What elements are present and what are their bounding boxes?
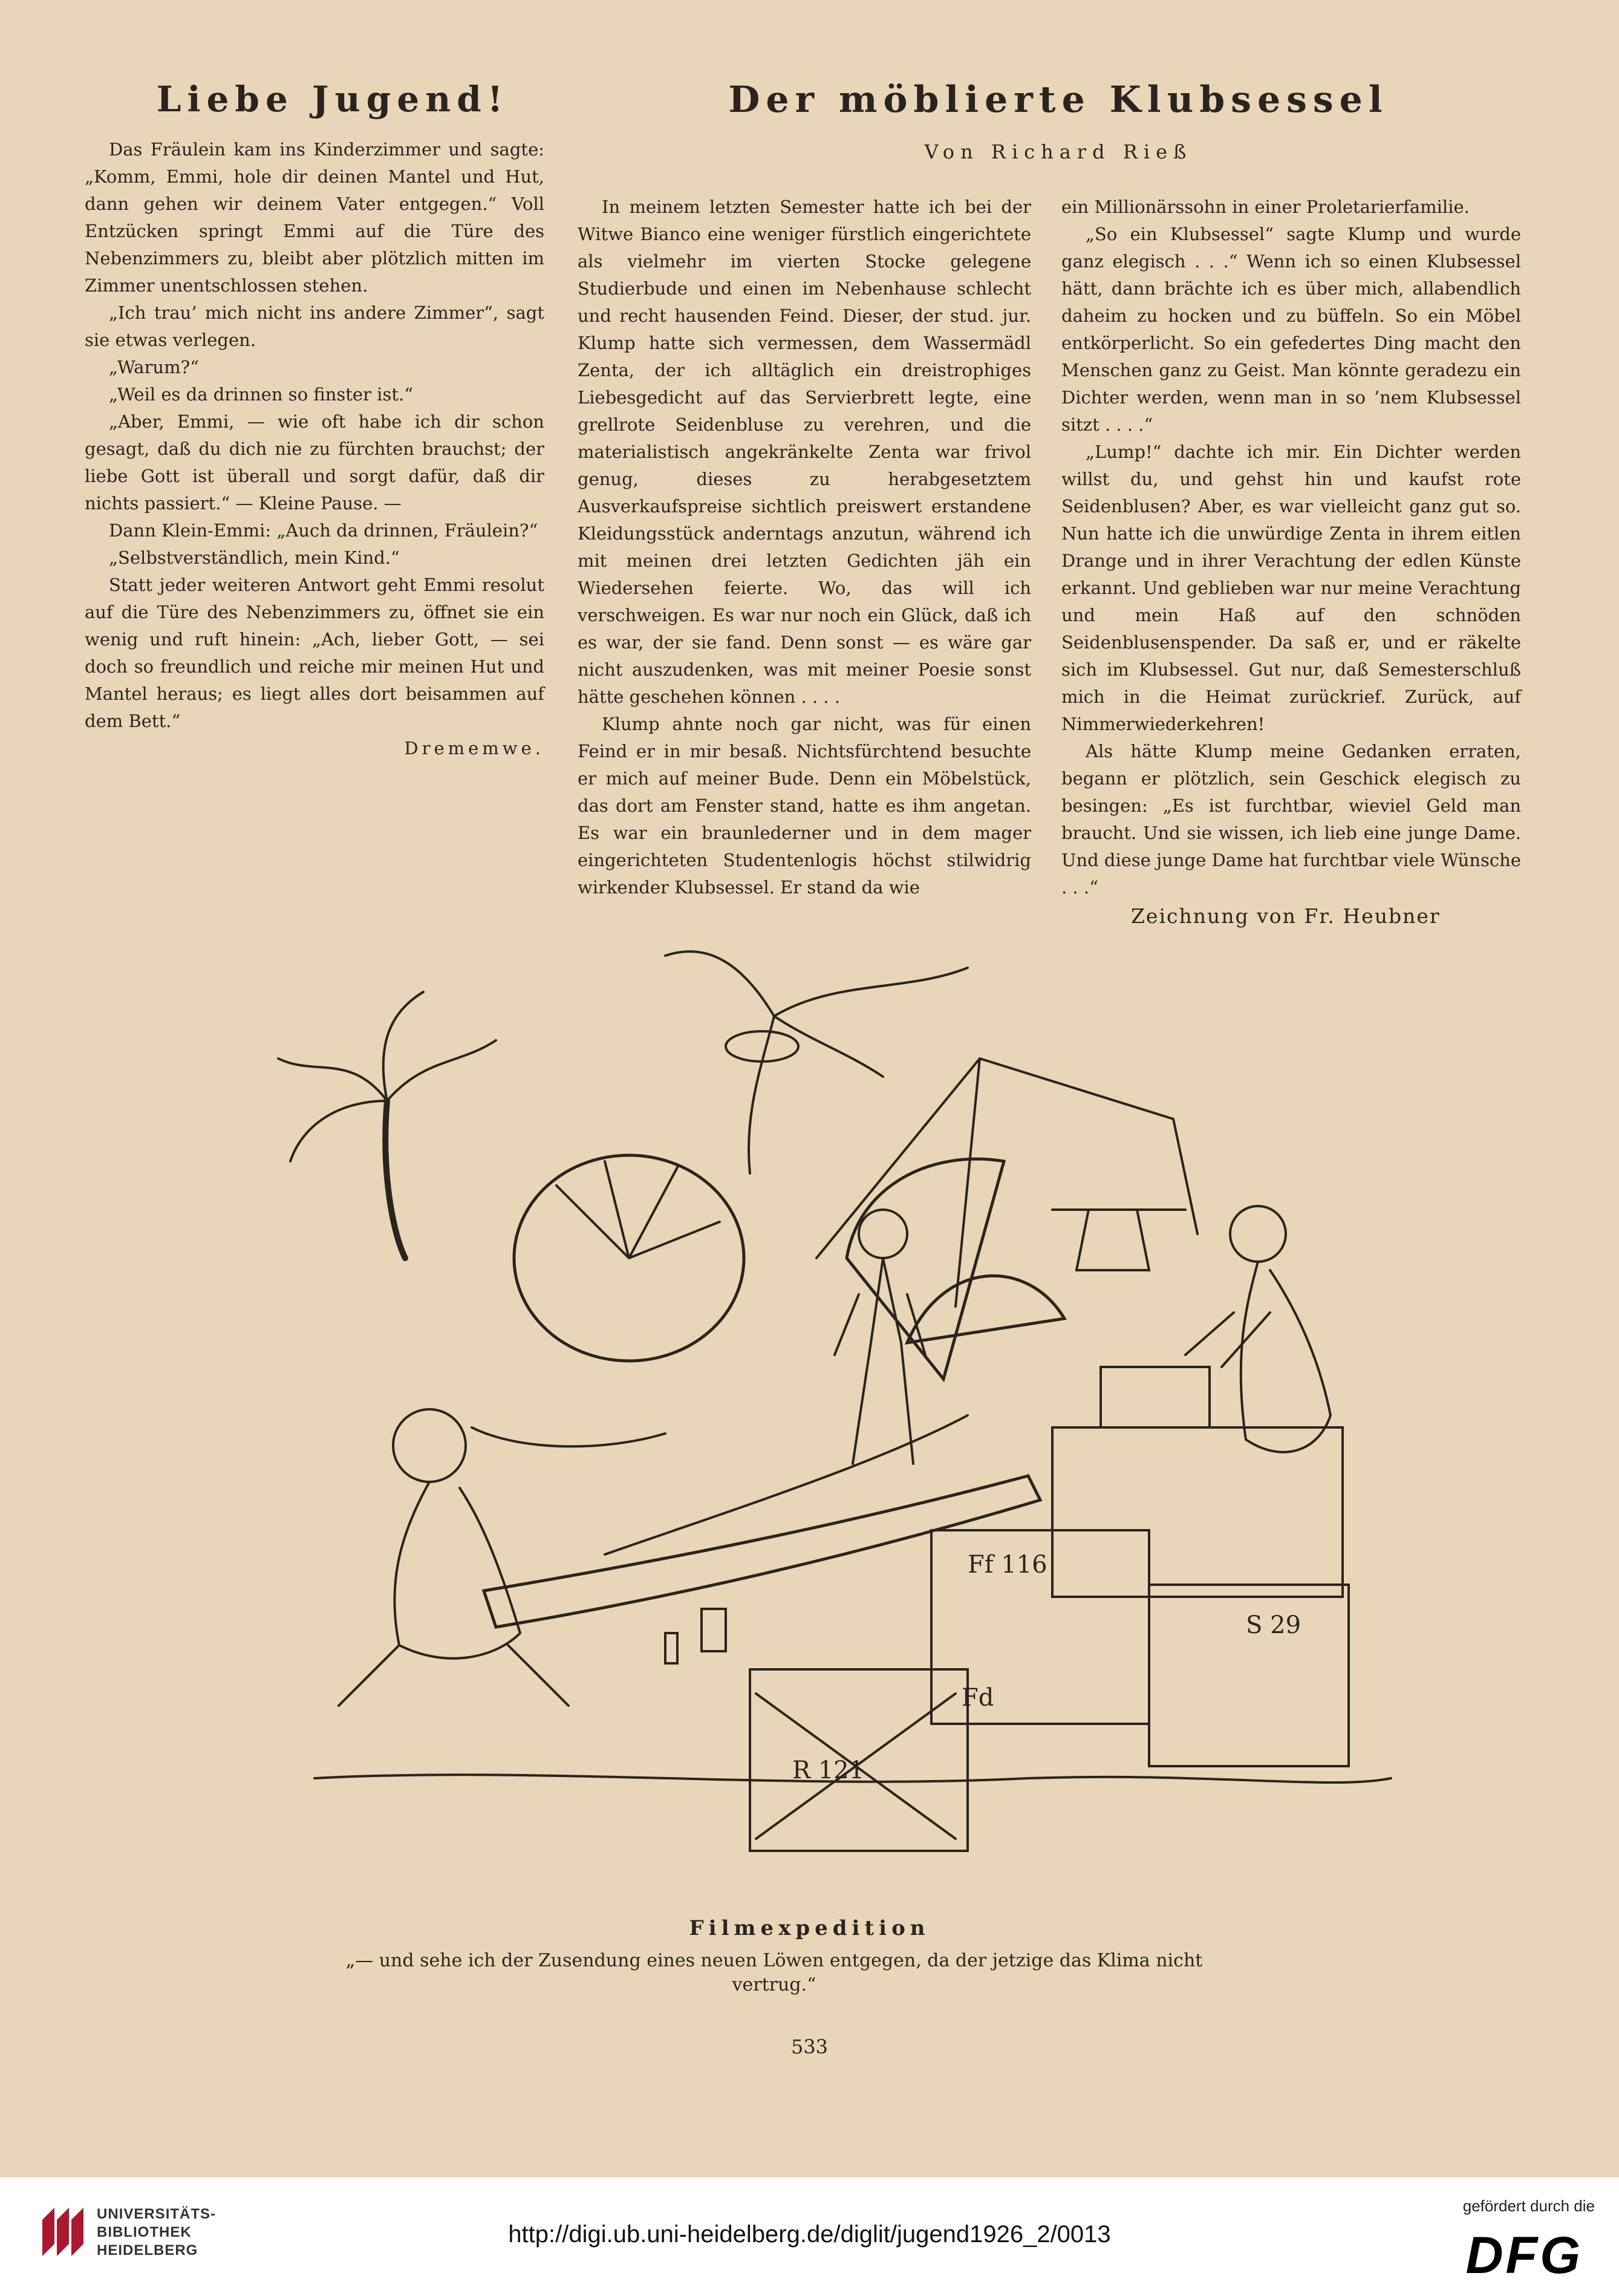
- caption-title: Filmexpedition: [689, 1916, 930, 1940]
- typist-woman: [1185, 1206, 1331, 1452]
- caption-text: „— und sehe ich der Zusendung eines neuen Löwen entgegen, da der jetzige das Klima nicht vertrug.“: [345, 1950, 1203, 1995]
- palm-tree-left: [278, 992, 496, 1258]
- right-paragraph: In meinem letzten Semester hatte ich bei der Witwe Bianco eine weniger fürstlich eingerichtete als vielmehr im vierten Stocke gelegene Studierbude und einen im Nebenhause schlecht und recht hausenden Feind. Dieser, der stud. jur. Klump hatte sich vermessen, dem Wassermädl Zenta, der ich alltäglich ein dreistrophiges Liebesgedicht auf das Servierbrett legte, eine grellrote Seidenbluse zu verehren, und die materialistisch angekränkelte Zenta war frivol genug, dieses zu herabgesetztem Ausverkaufspreise sichtlich preiswert erstandene Kleidungsstück anderntags anzutun, während ich mit meinen drei letzten Gedichten jäh ein Wiedersehen feierte. Wo, das will ich verschweigen. Es war nur noch ein Glück, daß ich es war, der sie fand. Denn sonst — es wäre gar nicht auszudenken, was mit meiner Poesie sonst hätte geschehen können . . . .: [578, 197, 1031, 707]
- page-number: 533: [790, 2035, 829, 2058]
- funded-by-label: gefördert durch die: [1462, 2197, 1595, 2215]
- right-paragraph: „Lump!“ dachte ich mir. Ein Dichter werden willst du, und gehst hin und kaufst rote Seidenblusen? Aber, es war vielleicht ganz gut so. Nun hatte ich die unwürdige Zenta in ihrem eitlen Drange und in ihrer Verachtung der edlen Künste erkannt. Und geblieben war nur meine Verachtung und mein Haß auf den schnöden Seidenblusenspender. Da saß er, und er räkelte sich im Klubsessel. Gut nur, daß Semesterschluß mich in die Heimat zurückrief. Zurück, auf Nimmerwiederkehren!: [1061, 442, 1521, 734]
- left-paragraph: „Aber, Emmi, — wie oft habe ich dir schon gesagt, daß du dich nie zu fürchten brauchst; der liebe Gott ist überall und sorgt dafür, daß dir nichts passiert.“ — Kleine Pause. —: [85, 411, 544, 514]
- illustration-credit: Zeichnung von Fr. Heubner: [1131, 904, 1441, 928]
- deck-chair: [484, 1476, 1040, 1627]
- left-paragraph: „Weil es da drinnen so finster ist.“: [109, 384, 414, 405]
- right-article-column-2: [1061, 194, 1521, 901]
- library-name-line: HEIDELBERG: [97, 2242, 198, 2258]
- library-name-line: BIBLIOTHEK: [97, 2224, 192, 2240]
- typewriter: [1101, 1367, 1210, 1427]
- left-signature: Drememwe.: [404, 738, 544, 758]
- left-paragraph: „Selbstverständlich, mein Kind.“: [109, 547, 400, 568]
- right-article-column-1: [578, 194, 1031, 901]
- right-paragraph: Klump ahnte noch gar nicht, was für einen Feind er in mir besaß. Nichtsfürchtend besuchte er mich auf meiner Bude. Denn ein Möbelstück, das dort am Fenster stand, hatte es ihm angetan. Es war ein braunlederner und in dem mager eingerichteten Studentenlogis höchst stilwidrig wirkender Klubsessel. Er stand da wie: [578, 714, 1031, 898]
- reflector: [514, 1155, 744, 1361]
- source-url[interactable]: http://digi.ub.uni-heidelberg.de/diglit/jugend1926_2/0013: [508, 2221, 1111, 2248]
- right-paragraph: „So ein Klubsessel“ sagte Klump und wurde ganz elegisch . . .“ Wenn ich so einen Klubsessel hätt, dann brächte ich es über mich, allabendlich daheim zu hocken und zu büffeln. So ein Möbel entkörperlicht. So ein gefedertes Ding macht den Menschen ganz zu Geist. Man könnte geradezu ein Dichter werden, wenn man in so ’nem Klubsessel sitzt . . . .“: [1061, 224, 1521, 435]
- left-article-body: [85, 136, 544, 762]
- crate-label-1: Ff 116: [968, 1551, 1047, 1579]
- footer-bar: [0, 2177, 1619, 2296]
- palm-tree-center: [665, 951, 968, 1173]
- lamp: [1052, 1210, 1185, 1270]
- left-paragraph: „Warum?“: [109, 357, 199, 377]
- right-article-title: Der möblierte Klubsessel: [728, 79, 1389, 121]
- typewriter-table: [1052, 1427, 1343, 1597]
- left-paragraph: „Ich trau’ mich nicht ins andere Zimmer“, sagt sie etwas verlegen.: [85, 302, 544, 350]
- left-paragraph: Das Fräulein kam ins Kinderzimmer und sagte: „Komm, Emmi, hole dir deinen Mantel und Hut, dann gehen wir deinem Vater entgegen.“ Voll Entzücken springt Emmi auf die Türe des Nebenzimmers zu, bleibt aber plötzlich mitten im Zimmer unentschlossen stehen.: [85, 139, 544, 296]
- left-article-title: Liebe Jugend!: [156, 79, 509, 120]
- canoe: [472, 1427, 665, 1446]
- seated-man: [339, 1409, 568, 1706]
- crate-label-3: Fd: [962, 1684, 994, 1712]
- left-paragraph: Statt jeder weiteren Antwort geht Emmi resolut auf die Türe des Nebenzimmers zu, öffnet sie ein wenig und ruft hinein: „Ach, lieber Gott, — sei doch so freundlich und reiche mir meinen Hut und Mantel heraus; es liegt alles dort beisammen auf dem Bett.“: [85, 575, 544, 731]
- right-paragraph: ein Millionärssohn in einer Proletarierfamilie.: [1061, 197, 1470, 217]
- right-article-byline: Von Richard Rieß: [924, 140, 1193, 163]
- glass: [702, 1609, 726, 1651]
- crate-label-2: S 29: [1246, 1611, 1301, 1639]
- bottle: [665, 1633, 677, 1663]
- dfg-logo: DFG: [1465, 2226, 1583, 2285]
- right-paragraph: Als hätte Klump meine Gedanken erraten, begann er plötzlich, sein Geschick elegisch zu besingen: „Es ist furchtbar, wieviel Geld man braucht. Und sie wissen, ich lieb eine junge Dame. Und diese junge Dame hat furchtbar viele Wünsche . . .“: [1061, 741, 1521, 898]
- library-name-line: UNIVERSITÄTS-: [97, 2206, 217, 2222]
- illustration-drawing: [242, 919, 1415, 1899]
- left-paragraph: Dann Klein-Emmi: „Auch da drinnen, Fräulein?“: [109, 520, 538, 541]
- crate-label-4: R 121: [792, 1756, 865, 1784]
